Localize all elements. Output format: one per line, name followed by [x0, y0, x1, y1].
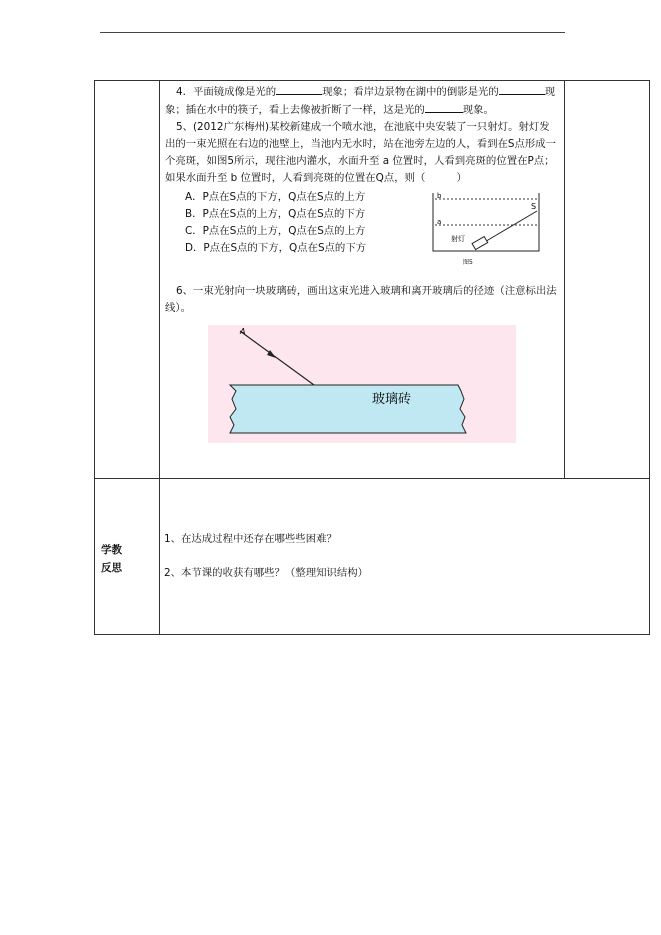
reflection-content-cell [160, 479, 650, 635]
row1-label-cell [95, 81, 160, 479]
reflection-label-cell [95, 479, 160, 635]
glass-brick-label: 玻璃砖 [372, 392, 412, 407]
q4-text-4: 现象。 [462, 104, 494, 116]
fig5-label-b: b [437, 192, 442, 200]
q5-option-d[interactable]: D．P点在S点的下方，Q点在S点的下方 [185, 242, 367, 254]
q4-blank-3[interactable] [425, 101, 463, 113]
q5-option-a[interactable]: A．P点在S点的下方，Q点在S点的上方 [185, 191, 366, 203]
fig5-caption: 图5 [463, 259, 473, 266]
q5-option-c[interactable]: C．P点在S点的上方，Q点在S点的上方 [185, 225, 366, 237]
exercise-row [95, 81, 650, 479]
fig5-label-s: S [531, 202, 537, 211]
question-5-options-area [165, 187, 560, 266]
glass-brick [230, 385, 466, 433]
question-6-stem: 6、一束光射向一块玻璃砖，画出这束光进入玻璃和离开玻璃后的径迹（注意标出法线）。 [165, 285, 557, 314]
q4-blank-2[interactable] [499, 83, 545, 95]
lamp-icon [472, 237, 488, 250]
q4-text-1: 4．平面镜成像是光的 [176, 86, 277, 98]
fig5-label-lamp: 射灯 [451, 235, 465, 243]
worksheet-table [94, 80, 650, 635]
reflection-label-line2: 反思 [101, 562, 122, 574]
exercise-content-cell [160, 81, 565, 479]
reflection-row [95, 479, 650, 635]
q5-option-b[interactable]: B．P点在S点的上方，Q点在S点的下方 [185, 208, 366, 220]
reflection-item-1: 1、在达成过程中还存在哪些些困难？ [164, 533, 337, 545]
q4-text-2: 现象；看岸边景物在湖中的倒影是光的 [322, 86, 499, 98]
q4-text-3: 现象；插在水中的筷子，看上去像被折断了一样，这是光的 [165, 86, 556, 116]
light-ray [483, 211, 537, 243]
figure-5-pool-diagram [427, 187, 545, 269]
reflection-label-line1: 学教 [101, 544, 122, 556]
question-5-options [185, 189, 366, 257]
question-4 [165, 83, 560, 119]
row1-notes-cell [565, 81, 650, 479]
glass-brick-figure [208, 325, 516, 443]
q4-blank-1[interactable] [276, 83, 322, 95]
reflection-item-2: 2、本节课的收获有哪些？（整理知识结构） [164, 567, 369, 579]
point-a-label: A [240, 327, 246, 336]
question-5-stem: 5、(2012广东梅州)某校新建成一个喷水池，在池底中央安装了一只射灯。射灯发出的一束光照在右边的池壁上，当池内无水时，站在池旁左边的人，看到在S点形成一个亮斑，如图5所示，现往池内灌水，水面升至 a 位置时，人看到亮斑的位置在P点；如果水面升至 b 位置时，人看到亮斑的位置在Q点，则（ ） [165, 121, 557, 184]
header-rule [100, 32, 565, 33]
fig5-label-a: a [437, 218, 442, 226]
